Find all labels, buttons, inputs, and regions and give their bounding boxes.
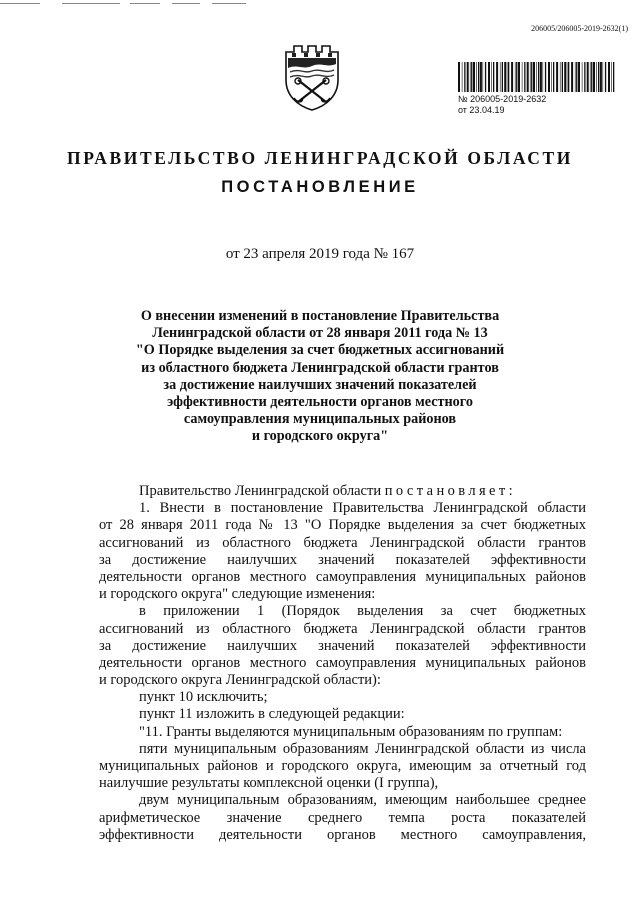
barcode-bar [507,62,508,92]
decree-body [99,483,586,844]
barcode-bar [553,62,554,92]
barcode-bar [470,62,471,92]
barcode-bar [491,62,492,92]
barcode-bar [571,62,573,92]
barcode-bar [527,62,529,92]
decree-title: ПОСТАНОВЛЕНИЕ [221,178,419,196]
barcode-bar [611,62,612,92]
barcode-bar [493,62,494,92]
barcode-bar [476,62,477,92]
barcode-bar [564,62,566,92]
body-line: за достижение наилучших значений показателей эффективности [99,637,586,654]
barcode-bar [458,62,460,92]
body-line: двум муниципальным образованиям, имеющим наибольшее среднее [139,792,586,809]
barcode-bar [603,62,604,92]
barcode-bar [483,62,484,92]
registration-date: от 23.04.19 [458,105,505,115]
barcode-bar [591,62,592,92]
intro-prefix: Правительство Ленинградской области [139,483,385,499]
barcode-bar [496,62,498,92]
body-line: 1. Внести в постановление Правительства Ленинградской области [139,500,586,517]
barcode-bar [516,62,517,92]
barcode-bar [536,62,537,92]
barcode-bar [467,62,469,92]
barcode-bar [515,62,516,92]
barcode-bar [567,62,568,92]
barcode-bar [502,62,503,92]
subject-line: из областного бюджета Ленинградской области грантов [141,359,499,376]
subject-line: Ленинградской области от 28 января 2011 года № 13 [152,325,488,342]
registration-block [458,62,623,116]
subject-line: и городского округа" [251,428,389,445]
body-line: ассигнований из областного бюджета Ленинградской области грантов [99,534,586,551]
barcode-bar [560,62,561,92]
barcode-bar [531,62,532,92]
body-line: арифметическое значение среднего темпа роста показателей [99,809,586,826]
body-line: в приложении 1 (Порядок выделения за счет бюджетных [139,603,586,620]
intro-line [99,483,586,500]
barcode-bar [533,62,535,92]
registration-number: № 206005-2019-2632 [458,94,547,104]
barcode-bar [590,62,591,92]
body-line: "11. Гранты выделяются муниципальным образованиям по группам: [139,723,563,740]
document-reference: 206005/206005-2019-2632(1) [531,24,628,33]
barcode-bar [578,62,580,92]
barcode-bar [613,62,614,92]
barcode-bar [548,62,550,92]
subject-line: эффективности деятельности органов местного [167,394,473,411]
barcode-bar [508,62,509,92]
barcode-bar [473,62,475,92]
body-line: деятельности органов местного самоуправления муниципальных районов [99,568,586,585]
barcode-bar [600,62,602,92]
barcode-bar [480,62,482,92]
barcode-bar [518,62,520,92]
barcode-bar [538,62,539,92]
body-line: муниципальных районов и городского округа, имеющим за отчетный год [99,758,586,774]
barcode-bar [562,62,563,92]
barcode-bar [576,62,577,92]
barcode-bar [575,62,576,92]
barcode-bar [587,62,589,92]
barcode-bar [551,62,552,92]
barcode-bar [488,62,490,92]
barcode-bar [593,62,595,92]
barcode-bar [543,62,544,92]
barcode-bar [556,62,558,92]
intro-enacts: постановляет: [384,483,517,499]
body-line: от 28 января 2011 года № 13 "О Порядке выделения за счет бюджетных [99,517,586,534]
barcode-bar [471,62,472,92]
barcode-bar [478,62,479,92]
barcode-bar [522,62,523,92]
body-line: эффективности деятельности органов местного самоуправления, [99,826,586,843]
body-line: пяти муниципальным образованиям Ленинградской области из числа [139,740,586,757]
barcode-bar [524,62,525,92]
barcode-bar [584,62,585,92]
barcode-bar [545,62,546,92]
barcode-bar [500,62,501,92]
barcode-bar [504,62,506,92]
scan-artifact-lines [0,3,250,6]
barcode-bar [464,62,465,92]
barcode-bar [605,62,606,92]
decree-date-number: от 23 апреля 2019 года № 167 [225,246,415,262]
body-line: пункт 11 изложить в следующей редакции: [139,706,405,723]
barcode-bar [511,62,513,92]
barcode-bar [530,62,531,92]
decree-subject [100,308,540,446]
body-line: деятельности органов местного самоуправления муниципальных районов [99,654,586,671]
subject-line: О внесении изменений в постановление Правительства [140,308,500,324]
barcode-bar [596,62,597,92]
body-line: за достижение наилучших значений показателей эффективности [99,551,586,568]
body-line: ассигнований из областного бюджета Ленинградской области грантов [99,620,586,637]
barcode-bar [608,62,610,92]
barcode-bar [485,62,486,92]
barcode-bar [598,62,599,92]
subject-line: за достижение наилучших значений показателей [163,376,477,393]
barcode-bar [568,62,569,92]
government-title: ПРАВИТЕЛЬСТВО ЛЕНИНГРАДСКОЙ ОБЛАСТИ [66,148,574,168]
leningrad-oblast-coat-of-arms-icon [282,44,342,112]
barcode-icon [458,62,618,92]
barcode-bar [462,62,463,92]
barcode-bar [540,62,542,92]
body-line: и городского округа" следующие изменения: [99,586,376,603]
subject-line: "О Порядке выделения за счет бюджетных ассигнований [135,342,505,359]
body-line: наилучшие результаты комплексной оценки (I группа), [99,775,439,792]
body-line: пункт 10 исключить; [139,689,268,706]
barcode-bar [582,62,583,92]
subject-line: самоуправления муниципальных районов [183,411,457,428]
body-line: и городского округа Ленинградской области): [99,672,381,689]
